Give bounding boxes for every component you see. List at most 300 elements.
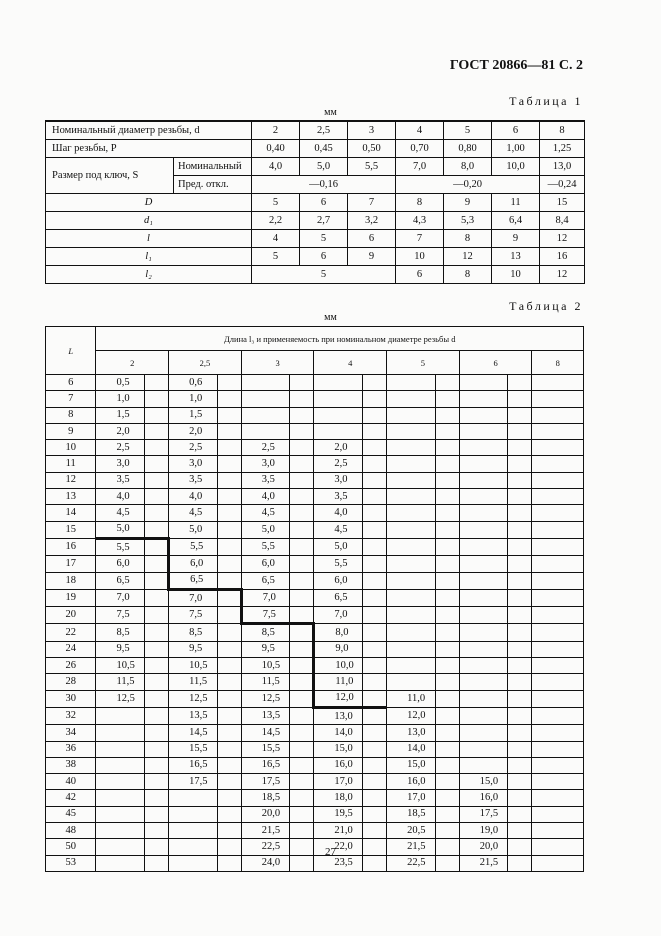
applicability-cell: [508, 725, 532, 741]
table-cell: 16,5: [169, 757, 217, 773]
applicability-cell: [435, 456, 459, 472]
applicability-cell: [508, 658, 532, 674]
applicability-cell: [362, 641, 386, 657]
applicability-cell: [362, 658, 386, 674]
row-L: 24: [46, 641, 96, 657]
row-L: 15: [46, 521, 96, 538]
table-cell: 8,5: [241, 624, 289, 641]
table-cell: [459, 375, 507, 391]
table-cell: 6,5: [169, 572, 217, 589]
applicability-cell: [217, 725, 241, 741]
table-cell: [241, 423, 289, 439]
table-cell: 10,0: [314, 658, 362, 674]
applicability-cell: [290, 556, 314, 572]
applicability-cell: [217, 757, 241, 773]
row-L: 11: [46, 456, 96, 472]
table-cell: [169, 823, 217, 839]
table-cell: [459, 658, 507, 674]
table-cell: [532, 472, 584, 488]
applicability-cell: [435, 589, 459, 606]
table-cell: [532, 806, 584, 822]
table-cell: 5: [300, 230, 348, 248]
table-cell: 5,5: [241, 538, 289, 555]
applicability-cell: [217, 472, 241, 488]
table-cell: 1,0: [169, 391, 217, 407]
applicability-cell: [435, 823, 459, 839]
table-cell: 8: [396, 194, 444, 212]
table-cell: 12,5: [241, 690, 289, 707]
table-cell: 4,0: [314, 505, 362, 521]
table1-caption: Таблица 1: [509, 94, 583, 108]
table-cell: [387, 375, 435, 391]
applicability-cell: [144, 624, 168, 641]
row-L: 26: [46, 658, 96, 674]
table-cell: [459, 407, 507, 423]
applicability-cell: [362, 725, 386, 741]
applicability-cell: [435, 423, 459, 439]
applicability-cell: [362, 456, 386, 472]
applicability-cell: [290, 589, 314, 606]
applicability-cell: [217, 391, 241, 407]
table-cell: 6: [492, 121, 540, 140]
table-cell: 4,0: [252, 158, 300, 176]
table-cell: [459, 690, 507, 707]
applicability-cell: [290, 741, 314, 757]
table-cell: [459, 757, 507, 773]
table-cell: 9,5: [96, 641, 144, 657]
table-cell: 8,0: [314, 624, 362, 641]
applicability-cell: [362, 391, 386, 407]
applicability-cell: [290, 607, 314, 624]
table-cell: 6,0: [314, 572, 362, 589]
table-cell: [96, 790, 144, 806]
table-cell: 18,0: [314, 790, 362, 806]
table-cell: 5,0: [300, 158, 348, 176]
row-L: 19: [46, 589, 96, 606]
table-cell: 14,0: [314, 725, 362, 741]
table-cell: [387, 589, 435, 606]
applicability-cell: [144, 572, 168, 589]
table-cell: —0,16: [252, 176, 396, 194]
table-cell: [459, 556, 507, 572]
applicability-cell: [217, 707, 241, 724]
row-L: 8: [46, 407, 96, 423]
applicability-cell: [217, 658, 241, 674]
table-cell: 4: [252, 230, 300, 248]
applicability-cell: [144, 774, 168, 790]
table-row: [46, 658, 584, 674]
applicability-cell: [290, 407, 314, 423]
table-row: [46, 556, 584, 572]
applicability-cell: [217, 624, 241, 641]
row-L: 12: [46, 472, 96, 488]
applicability-cell: [144, 790, 168, 806]
table-cell: 12,5: [96, 690, 144, 707]
applicability-cell: [435, 391, 459, 407]
applicability-cell: [508, 774, 532, 790]
wrench-nominal-label: Номинальный: [174, 158, 252, 176]
table-cell: [241, 375, 289, 391]
table-cell: [459, 521, 507, 538]
table-cell: 12: [540, 230, 585, 248]
table-cell: 5,0: [314, 538, 362, 555]
table-row: [46, 423, 584, 439]
table-cell: 2,5: [169, 440, 217, 456]
table2: [45, 326, 584, 872]
applicability-cell: [508, 690, 532, 707]
row-L: 50: [46, 839, 96, 855]
applicability-cell: [290, 790, 314, 806]
applicability-cell: [144, 641, 168, 657]
applicability-cell: [144, 757, 168, 773]
table-cell: 6,5: [96, 572, 144, 589]
applicability-cell: [290, 707, 314, 724]
table-cell: [387, 489, 435, 505]
applicability-cell: [435, 489, 459, 505]
applicability-cell: [508, 556, 532, 572]
diameter-header: 8: [532, 351, 584, 375]
table-cell: 14,5: [169, 725, 217, 741]
table-cell: 2,5: [96, 440, 144, 456]
table-cell: 5,5: [96, 538, 144, 555]
table-cell: 2,5: [241, 440, 289, 456]
table-cell: [387, 505, 435, 521]
table-cell: [96, 725, 144, 741]
table-cell: 7: [348, 194, 396, 212]
table-cell: 21,5: [459, 855, 507, 871]
applicability-cell: [144, 391, 168, 407]
table-cell: 8: [444, 230, 492, 248]
applicability-cell: [508, 790, 532, 806]
applicability-cell: [217, 423, 241, 439]
table-cell: 16: [540, 248, 585, 266]
applicability-cell: [362, 741, 386, 757]
table-cell: 7,5: [169, 607, 217, 624]
applicability-cell: [144, 505, 168, 521]
table-cell: 0,45: [300, 140, 348, 158]
table-cell: 1,25: [540, 140, 585, 158]
row-L: 9: [46, 423, 96, 439]
table-row: [46, 757, 584, 773]
table-cell: [532, 658, 584, 674]
applicability-cell: [435, 521, 459, 538]
applicability-cell: [290, 440, 314, 456]
table-row: [46, 505, 584, 521]
table-cell: 4,0: [169, 489, 217, 505]
table-cell: 6,0: [241, 556, 289, 572]
applicability-cell: [144, 823, 168, 839]
applicability-cell: [435, 556, 459, 572]
table-cell: [532, 757, 584, 773]
applicability-cell: [217, 538, 241, 555]
table-cell: 21,0: [314, 823, 362, 839]
table-cell: [387, 391, 435, 407]
table-row: [46, 391, 584, 407]
table-cell: 6: [300, 248, 348, 266]
table-cell: [387, 440, 435, 456]
table-cell: 10,5: [96, 658, 144, 674]
row-L: 34: [46, 725, 96, 741]
applicability-cell: [508, 572, 532, 589]
applicability-cell: [435, 505, 459, 521]
table-cell: 15,0: [387, 757, 435, 773]
table-cell: 5,0: [241, 521, 289, 538]
applicability-cell: [508, 707, 532, 724]
table-cell: [459, 607, 507, 624]
applicability-cell: [508, 806, 532, 822]
applicability-cell: [362, 538, 386, 555]
table-cell: 8,5: [96, 624, 144, 641]
applicability-cell: [217, 641, 241, 657]
applicability-cell: [217, 690, 241, 707]
applicability-cell: [144, 472, 168, 488]
table-cell: [241, 407, 289, 423]
table-cell: 1,00: [492, 140, 540, 158]
document-header: ГОСТ 20866—81 С. 2: [449, 58, 583, 73]
applicability-cell: [508, 538, 532, 555]
table-row: [46, 690, 584, 707]
applicability-cell: [144, 690, 168, 707]
table-row: [46, 521, 584, 538]
table-cell: [532, 690, 584, 707]
table-cell: 4,5: [96, 505, 144, 521]
applicability-cell: [362, 489, 386, 505]
diameter-header: 2: [96, 351, 169, 375]
applicability-cell: [144, 707, 168, 724]
table-cell: [532, 790, 584, 806]
table-cell: 1,0: [96, 391, 144, 407]
table-row: [46, 589, 584, 606]
table-row: [46, 456, 584, 472]
applicability-cell: [508, 407, 532, 423]
table-row: [46, 407, 584, 423]
row-L: 53: [46, 855, 96, 871]
applicability-cell: [144, 806, 168, 822]
table-cell: 5: [252, 194, 300, 212]
table-cell: 7,0: [169, 589, 217, 606]
table-cell: [241, 391, 289, 407]
table-cell: 23,5: [314, 855, 362, 871]
table-cell: [532, 823, 584, 839]
table-cell: 6,4: [492, 212, 540, 230]
applicability-cell: [508, 440, 532, 456]
applicability-cell: [144, 658, 168, 674]
applicability-cell: [362, 521, 386, 538]
table-cell: 21,5: [241, 823, 289, 839]
applicability-cell: [362, 556, 386, 572]
applicability-cell: [144, 725, 168, 741]
applicability-cell: [435, 757, 459, 773]
table-cell: 17,5: [241, 774, 289, 790]
table-cell: 3,0: [241, 456, 289, 472]
table-cell: 4,5: [169, 505, 217, 521]
applicability-cell: [435, 707, 459, 724]
table-cell: 10,5: [169, 658, 217, 674]
table-cell: 2: [252, 121, 300, 140]
table-cell: [532, 375, 584, 391]
table-cell: 17,5: [169, 774, 217, 790]
table-cell: 11,5: [241, 674, 289, 690]
applicability-cell: [144, 440, 168, 456]
table-cell: [387, 521, 435, 538]
table-cell: 7,5: [96, 607, 144, 624]
table-cell: 17,0: [387, 790, 435, 806]
applicability-cell: [144, 423, 168, 439]
applicability-cell: [217, 489, 241, 505]
table-cell: 0,80: [444, 140, 492, 158]
table-cell: 22,5: [387, 855, 435, 871]
table-cell: 7,0: [241, 589, 289, 606]
applicability-cell: [144, 521, 168, 538]
applicability-cell: [508, 823, 532, 839]
table-cell: 0,5: [96, 375, 144, 391]
row-L: 40: [46, 774, 96, 790]
applicability-cell: [362, 790, 386, 806]
applicability-cell: [217, 556, 241, 572]
table-cell: [314, 423, 362, 439]
diameter-header: 6: [459, 351, 532, 375]
table-cell: 0,50: [348, 140, 396, 158]
table-cell: 4,0: [241, 489, 289, 505]
group-header: Длина l₃ и применяемость при номинальном диаметре резьбы d: [96, 327, 584, 351]
row-L: 38: [46, 757, 96, 773]
table-cell: [387, 556, 435, 572]
applicability-cell: [144, 456, 168, 472]
table1: [45, 120, 585, 284]
table-cell: 10,5: [241, 658, 289, 674]
applicability-cell: [217, 572, 241, 589]
applicability-cell: [217, 375, 241, 391]
table-cell: 5,5: [314, 556, 362, 572]
applicability-cell: [508, 521, 532, 538]
row-L: 7: [46, 391, 96, 407]
diameter-header: 2,5: [169, 351, 242, 375]
row-L: 18: [46, 572, 96, 589]
applicability-cell: [290, 572, 314, 589]
table-cell: 8,4: [540, 212, 585, 230]
table-cell: [459, 707, 507, 724]
row-L: 36: [46, 741, 96, 757]
applicability-cell: [217, 407, 241, 423]
applicability-cell: [144, 589, 168, 606]
table-cell: 2,2: [252, 212, 300, 230]
table-cell: [459, 505, 507, 521]
table-cell: 17,0: [314, 774, 362, 790]
table-cell: [532, 407, 584, 423]
l-label: l: [46, 230, 252, 248]
table-cell: —0,24: [540, 176, 585, 194]
table-cell: [387, 658, 435, 674]
applicability-cell: [144, 674, 168, 690]
table-cell: [387, 641, 435, 657]
applicability-cell: [435, 375, 459, 391]
table-cell: 9,0: [314, 641, 362, 657]
table-cell: [459, 391, 507, 407]
col-L-header: L: [46, 327, 96, 375]
table-cell: [459, 589, 507, 606]
table-cell: 8,0: [444, 158, 492, 176]
table-cell: 3,0: [314, 472, 362, 488]
applicability-cell: [144, 556, 168, 572]
applicability-cell: [435, 658, 459, 674]
row-L: 20: [46, 607, 96, 624]
table-cell: 22,5: [241, 839, 289, 855]
table-cell: 0,40: [252, 140, 300, 158]
table-cell: 11: [492, 194, 540, 212]
table-cell: 16,0: [314, 757, 362, 773]
applicability-cell: [144, 375, 168, 391]
table-cell: [532, 489, 584, 505]
table-cell: 10,0: [492, 158, 540, 176]
applicability-cell: [290, 624, 314, 641]
table-cell: 7,0: [96, 589, 144, 606]
table-cell: 16,0: [387, 774, 435, 790]
table-cell: 11,0: [387, 690, 435, 707]
page-number: 27: [325, 846, 336, 858]
table-cell: [96, 774, 144, 790]
applicability-cell: [362, 440, 386, 456]
table-row: [46, 707, 584, 724]
table-cell: [169, 790, 217, 806]
table-cell: 9: [444, 194, 492, 212]
row-L: 13: [46, 489, 96, 505]
diameter-header: 5: [387, 351, 460, 375]
table-cell: 6,0: [169, 556, 217, 572]
table-cell: 2,5: [300, 121, 348, 140]
table-cell: [459, 440, 507, 456]
diameter-header: 4: [314, 351, 387, 375]
table-row: [46, 741, 584, 757]
diameter-header: 3: [241, 351, 314, 375]
table-cell: [96, 757, 144, 773]
table-cell: 8,5: [169, 624, 217, 641]
table-cell: [459, 624, 507, 641]
applicability-cell: [217, 521, 241, 538]
table-cell: 1,5: [96, 407, 144, 423]
table-cell: 21,5: [387, 839, 435, 855]
applicability-cell: [435, 774, 459, 790]
applicability-cell: [508, 489, 532, 505]
table-cell: 2,0: [169, 423, 217, 439]
applicability-cell: [435, 607, 459, 624]
row-L: 30: [46, 690, 96, 707]
table-cell: [387, 472, 435, 488]
table-cell: [532, 456, 584, 472]
applicability-cell: [217, 607, 241, 624]
table-cell: 11,5: [169, 674, 217, 690]
applicability-cell: [217, 774, 241, 790]
applicability-cell: [362, 774, 386, 790]
table-cell: [459, 741, 507, 757]
table-cell: 5,5: [348, 158, 396, 176]
table-cell: 12: [444, 248, 492, 266]
applicability-cell: [217, 505, 241, 521]
applicability-cell: [290, 521, 314, 538]
table-cell: [532, 674, 584, 690]
applicability-cell: [508, 641, 532, 657]
table-cell: 16,0: [459, 790, 507, 806]
applicability-cell: [290, 489, 314, 505]
applicability-cell: [290, 456, 314, 472]
table-cell: 10: [492, 266, 540, 284]
table-row: [46, 806, 584, 822]
table2-unit: мм: [324, 312, 337, 323]
applicability-cell: [508, 423, 532, 439]
table-cell: [532, 774, 584, 790]
table-cell: 1,5: [169, 407, 217, 423]
applicability-cell: [217, 741, 241, 757]
table-cell: [532, 741, 584, 757]
